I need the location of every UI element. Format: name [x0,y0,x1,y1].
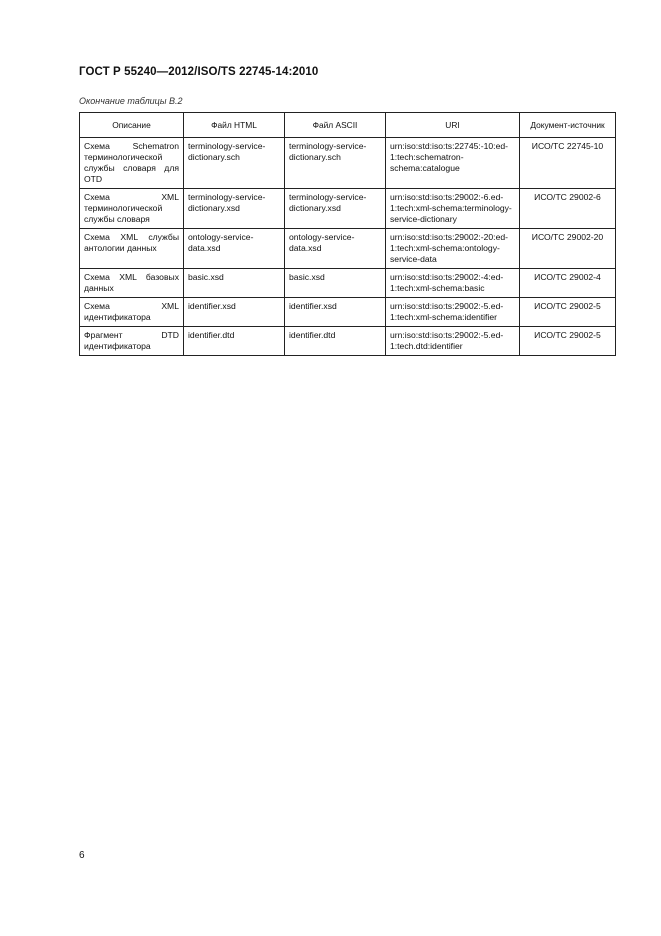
cell-source-document: ИСО/ТС 29002-5 [520,327,616,356]
cell-uri: urn:iso:std:iso:ts:29002:-20:ed-1:tech:xml-schema:ontology-service-data [386,229,520,269]
cell-uri: urn:iso:std:iso:ts:29002:-5.ed-1:tech.dtd:identifier [386,327,520,356]
column-header-uri: URI [386,113,520,138]
column-header-ascii-file: Файл ASCII [285,113,386,138]
cell-uri: urn:iso:std:iso:ts:29002:-6.ed-1:tech:xml-schema:terminology-service-dictionary [386,189,520,229]
table-row [80,327,616,356]
cell-html-file: basic.xsd [184,269,285,298]
column-header-description: Описание [80,113,184,138]
column-header-source-document: Документ-источник [520,113,616,138]
cell-ascii-file: identifier.xsd [285,298,386,327]
cell-description: Схема XML службы антологии данных [80,229,184,269]
cell-html-file: terminology-service-dictionary.sch [184,138,285,189]
cell-description: Схема Schematron терминологической службы словаря для OTD [80,138,184,189]
cell-description: Схема XML идентификатора [80,298,184,327]
table-header-row [80,113,616,138]
cell-source-document: ИСО/ТС 29002-6 [520,189,616,229]
cell-source-document: ИСО/ТС 29002-20 [520,229,616,269]
cell-description: Схема XML базовых данных [80,269,184,298]
table-caption: Окончание таблицы В.2 [79,96,183,106]
cell-ascii-file: basic.xsd [285,269,386,298]
table-row [80,229,616,269]
table-row [80,189,616,229]
cell-ascii-file: terminology-service-dictionary.xsd [285,189,386,229]
cell-uri: urn:iso:std:iso:ts:29002:-5.ed-1:tech:xml-schema:identifier [386,298,520,327]
page-number: 6 [79,850,85,861]
cell-source-document: ИСО/ТС 29002-5 [520,298,616,327]
table-row [80,298,616,327]
cell-html-file: identifier.dtd [184,327,285,356]
cell-description: Схема XML терминологической службы словаря [80,189,184,229]
cell-source-document: ИСО/ТС 22745-10 [520,138,616,189]
cell-ascii-file: identifier.dtd [285,327,386,356]
cell-html-file: terminology-service-dictionary.xsd [184,189,285,229]
cell-description: Фрагмент DTD идентификатора [80,327,184,356]
file-table [79,112,616,356]
table-row [80,138,616,189]
cell-source-document: ИСО/ТС 29002-4 [520,269,616,298]
cell-uri: urn:iso:std:iso:ts:22745:-10:ed-1:tech:schematron-schema:catalogue [386,138,520,189]
document-header: ГОСТ Р 55240—2012/ISO/TS 22745-14:2010 [79,66,319,78]
cell-ascii-file: terminology-service-dictionary.sch [285,138,386,189]
cell-uri: urn:iso:std:iso:ts:29002:-4:ed-1:tech:xml-schema:basic [386,269,520,298]
cell-html-file: ontology-service-data.xsd [184,229,285,269]
cell-ascii-file: ontology-service-data.xsd [285,229,386,269]
table-row [80,269,616,298]
cell-html-file: identifier.xsd [184,298,285,327]
column-header-html-file: Файл HTML [184,113,285,138]
